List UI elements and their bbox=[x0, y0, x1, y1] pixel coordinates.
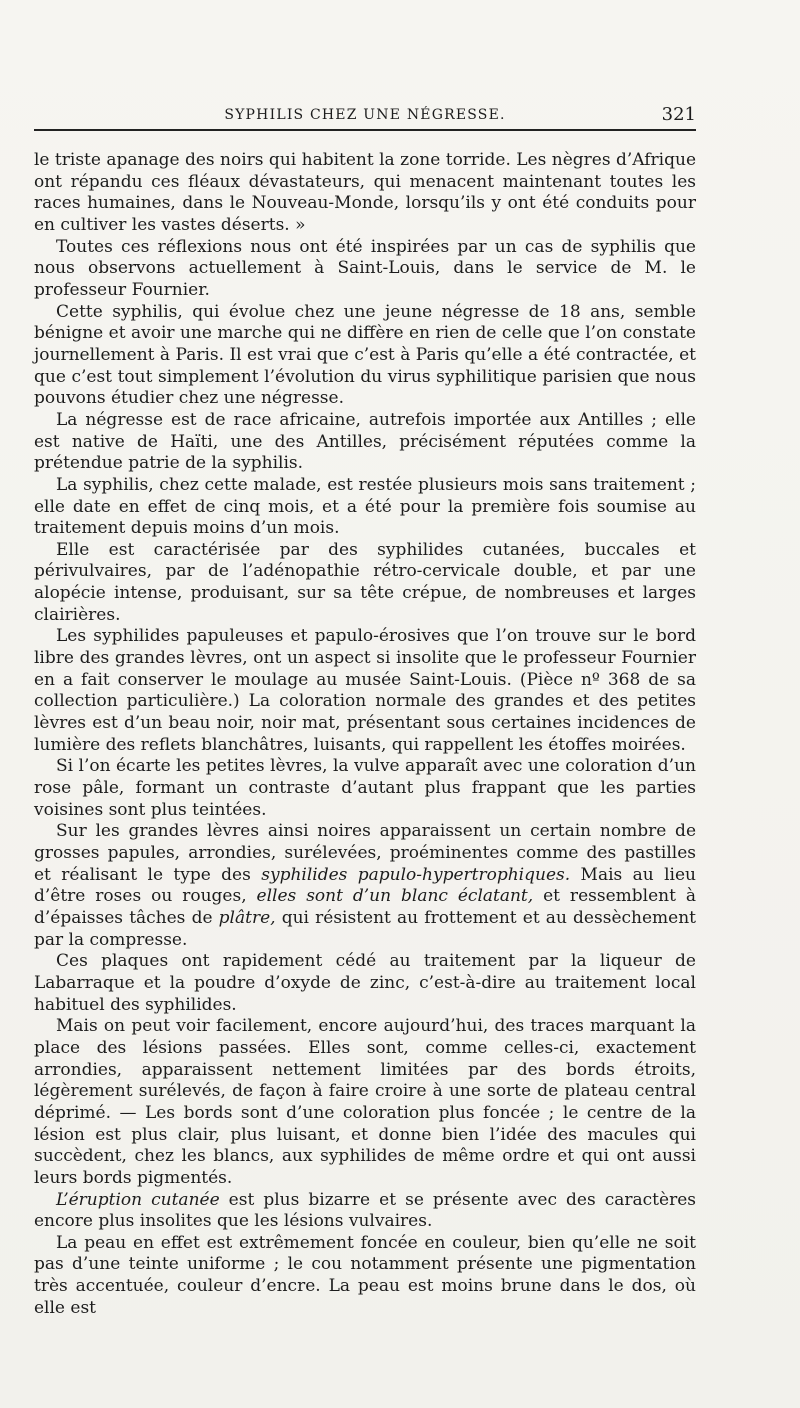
paragraph-3: Cette syphilis, qui évolue chez une jeune négresse de 18 ans, semble bénigne et avoir une marche qui ne diffère en rien de celle que l’on constate journellement à Paris. Il est vrai que c’est à Paris qu’elle a été contractée, et que c’est tout simplement l’évolution du virus syphilitique parisien que nous pouvons étudier chez une négresse. bbox=[34, 301, 696, 409]
paragraph-9-italic-2: elles sont d’un blanc éclatant, bbox=[256, 886, 534, 907]
paragraph-9 bbox=[34, 821, 696, 951]
paragraph-9-text-4: qui résistent au frottement et au dessèchement par la compresse. bbox=[34, 907, 696, 950]
paragraph-12-italic-1: L’éruption cutanée bbox=[56, 1189, 220, 1210]
paragraph-9-text-2: Mais au lieu d’être roses ou rouges, bbox=[34, 864, 696, 907]
paragraph-11: Mais on peut voir facilement, encore aujourd’hui, des traces marquant la place des lésions passées. Elles sont, comme celles-ci, exactement arrondies, apparaissent nettement limitées par des bords étroits, légèrement surélevés, de façon à faire croire à une sorte de plateau central déprimé. — Les bords sont d’une coloration plus foncée ; le centre de la lésion est plus clair, plus luisant, et donne bien l’idée des macules qui succèdent, chez les blancs, aux syphilides de même ordre et qui ont aussi leurs bords pigmentés. bbox=[34, 1016, 696, 1188]
paragraph-7: Les syphilides papuleuses et papulo-érosives que l’on trouve sur le bord libre des grandes lèvres, ont un aspect si insolite que le professeur Fournier en a fait conserver le moulage au musée Saint-Louis. (Pièce nº 368 de sa collection particulière.) La coloration normale des grandes et des petites lèvres est d’un beau noir, noir mat, présentant sous certaines incidences de lumière des reflets blanchâtres, luisants, qui rappellent les étoffes moirées. bbox=[34, 626, 696, 755]
paragraph-2: Toutes ces réflexions nous ont été inspirées par un cas de syphilis que nous observons actuellement à Saint-Louis, dans le service de M. le professeur Fournier. bbox=[34, 236, 696, 300]
header-rule bbox=[34, 129, 696, 131]
paragraph-6: Elle est caractérisée par des syphilides cutanées, buccales et périvulvaires, par de l’adénopathie rétro-cervicale double, et par une alopécie intense, produisant, sur sa tête crépue, de nombreuses et larges clairières. bbox=[34, 539, 696, 625]
paragraph-13: La peau en effet est extrêmement foncée en couleur, bien qu’elle ne soit pas d’une teinte uniforme ; le cou notamment présente une pigmentation très accentuée, couleur d’encre. La peau est moins brune dans le dos, où elle est bbox=[34, 1232, 696, 1318]
paragraph-5: La syphilis, chez cette malade, est restée plusieurs mois sans traitement ; elle date en effet de cinq mois, et a été pour la première fois soumise au traitement depuis moins d’un mois. bbox=[34, 474, 696, 539]
paragraph-4: La négresse est de race africaine, autrefois importée aux Antilles ; elle est native de Haïti, une des Antilles, précisément réputées comme la prétendue patrie de la syphilis. bbox=[34, 409, 696, 474]
running-title: SYPHILIS CHEZ UNE NÉGRESSE. bbox=[224, 107, 506, 123]
paragraph-9-italic-3: plâtre, bbox=[218, 907, 276, 928]
paragraph-9-text-1: Sur les grandes lèvres ainsi noires apparaissent un certain nombre de grosses papules, arrondies, surélevées, proéminentes comme des pastilles et réalisant le type des bbox=[34, 821, 696, 885]
paragraph-12 bbox=[34, 1190, 696, 1233]
paragraph-9-italic-1: syphilides papulo-hypertrophiques. bbox=[261, 864, 571, 885]
running-head bbox=[34, 104, 696, 128]
page-number: 321 bbox=[661, 104, 696, 125]
paragraph-8: Si l’on écarte les petites lèvres, la vulve apparaît avec une coloration d’un rose pâle, formant un contraste d’autant plus frappant que les parties voisines sont plus teintées. bbox=[34, 756, 696, 820]
paragraph-10: Ces plaques ont rapidement cédé au traitement par la liqueur de Labarraque et la poudre d’oxyde de zinc, c’est-à-dire au traitement local habituel des syphilides. bbox=[34, 951, 696, 1015]
body-text bbox=[34, 150, 696, 1318]
paragraph-9-text-3: et ressemblent à d’épaisses tâches de bbox=[34, 886, 696, 928]
paragraph-1: le triste apanage des noirs qui habitent la zone torride. Les nègres d’Afrique ont répandu ces fléaux dévastateurs, qui menacent maintenant toutes les races humaines, dans le Nouveau-Monde, lorsqu’ils y ont été conduits pour en cultiver les vastes déserts. » bbox=[34, 150, 696, 235]
paragraph-12-text-1: est plus bizarre et se présente avec des caractères encore plus insolites que les lésions vulvaires. bbox=[34, 1189, 696, 1232]
